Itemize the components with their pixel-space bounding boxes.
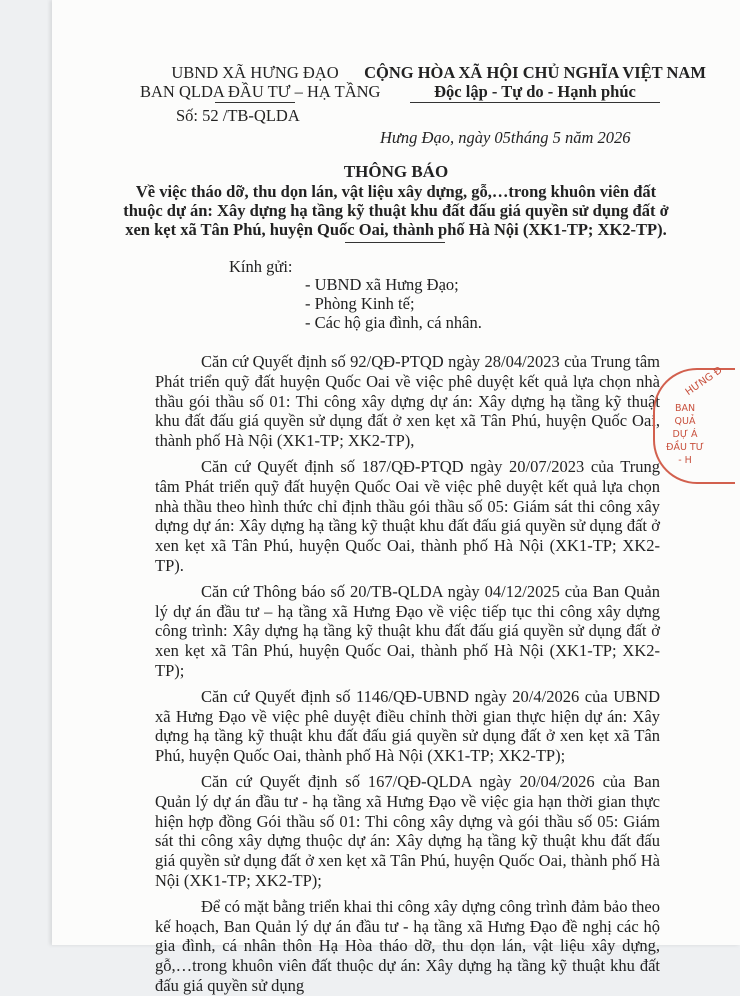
- stamp-inner-line-2: DỰ Á: [672, 429, 698, 440]
- addressee-label: Kính gửi:: [229, 257, 293, 276]
- addressee-item-1: - UBND xã Hưng Đạo;: [305, 275, 459, 294]
- paragraph-1: Căn cứ Quyết định số 92/QĐ-PTQD ngày 28/04/2023 của Trung tâm Phát triển quỹ đất huyện Quốc Oai về việc phê duyệt kết quả lựa chọn nhà thầu gói thầu số 01: Thi công xây dựng dự án: Xây dựng hạ tầng kỹ thuật khu đất đấu giá quyền sử dụng đất ở xen kẹt xã Tân Phú, huyện Quốc Oai, thành phố Hà Nội (XK1-TP; XK2-TP),: [155, 352, 660, 451]
- document-title: THÔNG BÁO: [343, 162, 449, 181]
- paragraph-6: Để có mặt bằng triển khai thi công xây dựng công trình đảm bảo theo kế hoạch, Ban Quản lý dự án đầu tư - hạ tầng xã Hưng Đạo đề nghị các hộ gia đình, cá nhân thôn Hạ Hòa tháo dỡ, thu dọn lán, vật liệu xây dựng, gỗ,…trong khuôn viên đất thuộc dự án: Xây dựng hạ tầng kỹ thuật khu đất đấu giá quyền sử dụng: [155, 896, 660, 995]
- document-number: Số: 52 /TB-QLDA: [176, 106, 300, 125]
- paragraph-3: Căn cứ Thông báo số 20/TB-QLDA ngày 04/12/2025 của Ban Quản lý dự án đầu tư – hạ tầng xã Hưng Đạo về việc tiếp tục thi công xây dựng công trình: Xây dựng hạ tầng kỹ thuật khu đất đấu giá quyền sử dụng đất ở xen kẹt xã Tân Phú, huyện Quốc Oai, thành phố Hà Nội (XK1-TP; XK2-TP);: [155, 581, 660, 680]
- subject-underline: [345, 242, 445, 243]
- subject-line-2: thuộc dự án: Xây dựng hạ tầng kỹ thuật khu đất đấu giá quyền sử dụng đất ở: [123, 201, 669, 220]
- org-name-line1: UBND XÃ HƯNG ĐẠO: [171, 63, 339, 82]
- document-date: Hưng Đạo, ngày 05tháng 5 năm 2026: [380, 128, 631, 147]
- org-underline: [215, 102, 295, 103]
- subject-line-1: Về việc tháo dỡ, thu dọn lán, vật liệu xây dựng, gỗ,…trong khuôn viên đất: [135, 182, 657, 201]
- paragraph-5: Căn cứ Quyết định số 167/QĐ-QLDA ngày 20/04/2026 của Ban Quản lý dự án đầu tư - hạ tầng xã Hưng Đạo về việc gia hạn thời gian thực hiện hợp đồng Gói thầu số 01: Thi công xây dựng và gói thầu số 05: Giám sát thi công xây dựng thuộc dự án: Xây dựng hạ tầng kỹ thuật khu đất đấu giá quyền sử dụng đất ở xen kẹt xã Tân Phú, huyện Quốc Oai, thành phố Hà Nội (XK1-TP; XK2-TP);: [155, 771, 660, 890]
- stamp-inner-line-3: ĐẦU TƯ - H: [666, 442, 704, 466]
- addressee-item-3: - Các hộ gia đình, cá nhân.: [305, 313, 482, 332]
- stamp-inner-text: [665, 402, 705, 467]
- org-name-line2: BAN QLDA ĐẦU TƯ – HẠ TẦNG: [140, 82, 381, 101]
- motto-underline: [410, 102, 660, 103]
- body-text: [155, 352, 660, 996]
- paragraph-4: Căn cứ Quyết định số 1146/QĐ-UBND ngày 20/4/2026 của UBND xã Hưng Đạo về việc phê duyệt điều chỉnh thời gian thực hiện dự án: Xây dựng hạ tầng kỹ thuật khu đất đấu giá quyền sử dụng đất ở xen kẹt xã Tân Phú, huyện Quốc Oai, thành phố Hà Nội (XK1-TP; XK2-TP);: [155, 686, 660, 766]
- addressee-item-2: - Phòng Kinh tế;: [305, 294, 415, 313]
- nation-title: CỘNG HÒA XÃ HỘI CHỦ NGHĨA VIỆT NAM: [364, 63, 706, 82]
- paragraph-2: Căn cứ Quyết định số 187/QĐ-PTQD ngày 20/07/2023 của Trung tâm Phát triển quỹ đất huyện Quốc Oai về việc phê duyệt kết quả lựa chọn nhà thầu theo hình thức chỉ định thầu gói thầu số 05: Giám sát thi công xây dựng dự án: Xây dựng hạ tầng kỹ thuật khu đất đấu giá quyền sử dụng đất ở xen kẹt xã Tân Phú, huyện Quốc Oai, thành phố Hà Nội (XK1-TP; XK2-TP).: [155, 456, 660, 575]
- stamp-ring-text: HƯNG Đ: [683, 364, 725, 399]
- stamp-inner-line-1: BAN QUẢ: [674, 403, 696, 427]
- subject-line-3: xen kẹt xã Tân Phú, huyện Quốc Oai, thành phố Hà Nội (XK1-TP; XK2-TP).: [125, 220, 667, 239]
- motto: Độc lập - Tự do - Hạnh phúc: [434, 82, 636, 101]
- official-stamp: [653, 364, 735, 484]
